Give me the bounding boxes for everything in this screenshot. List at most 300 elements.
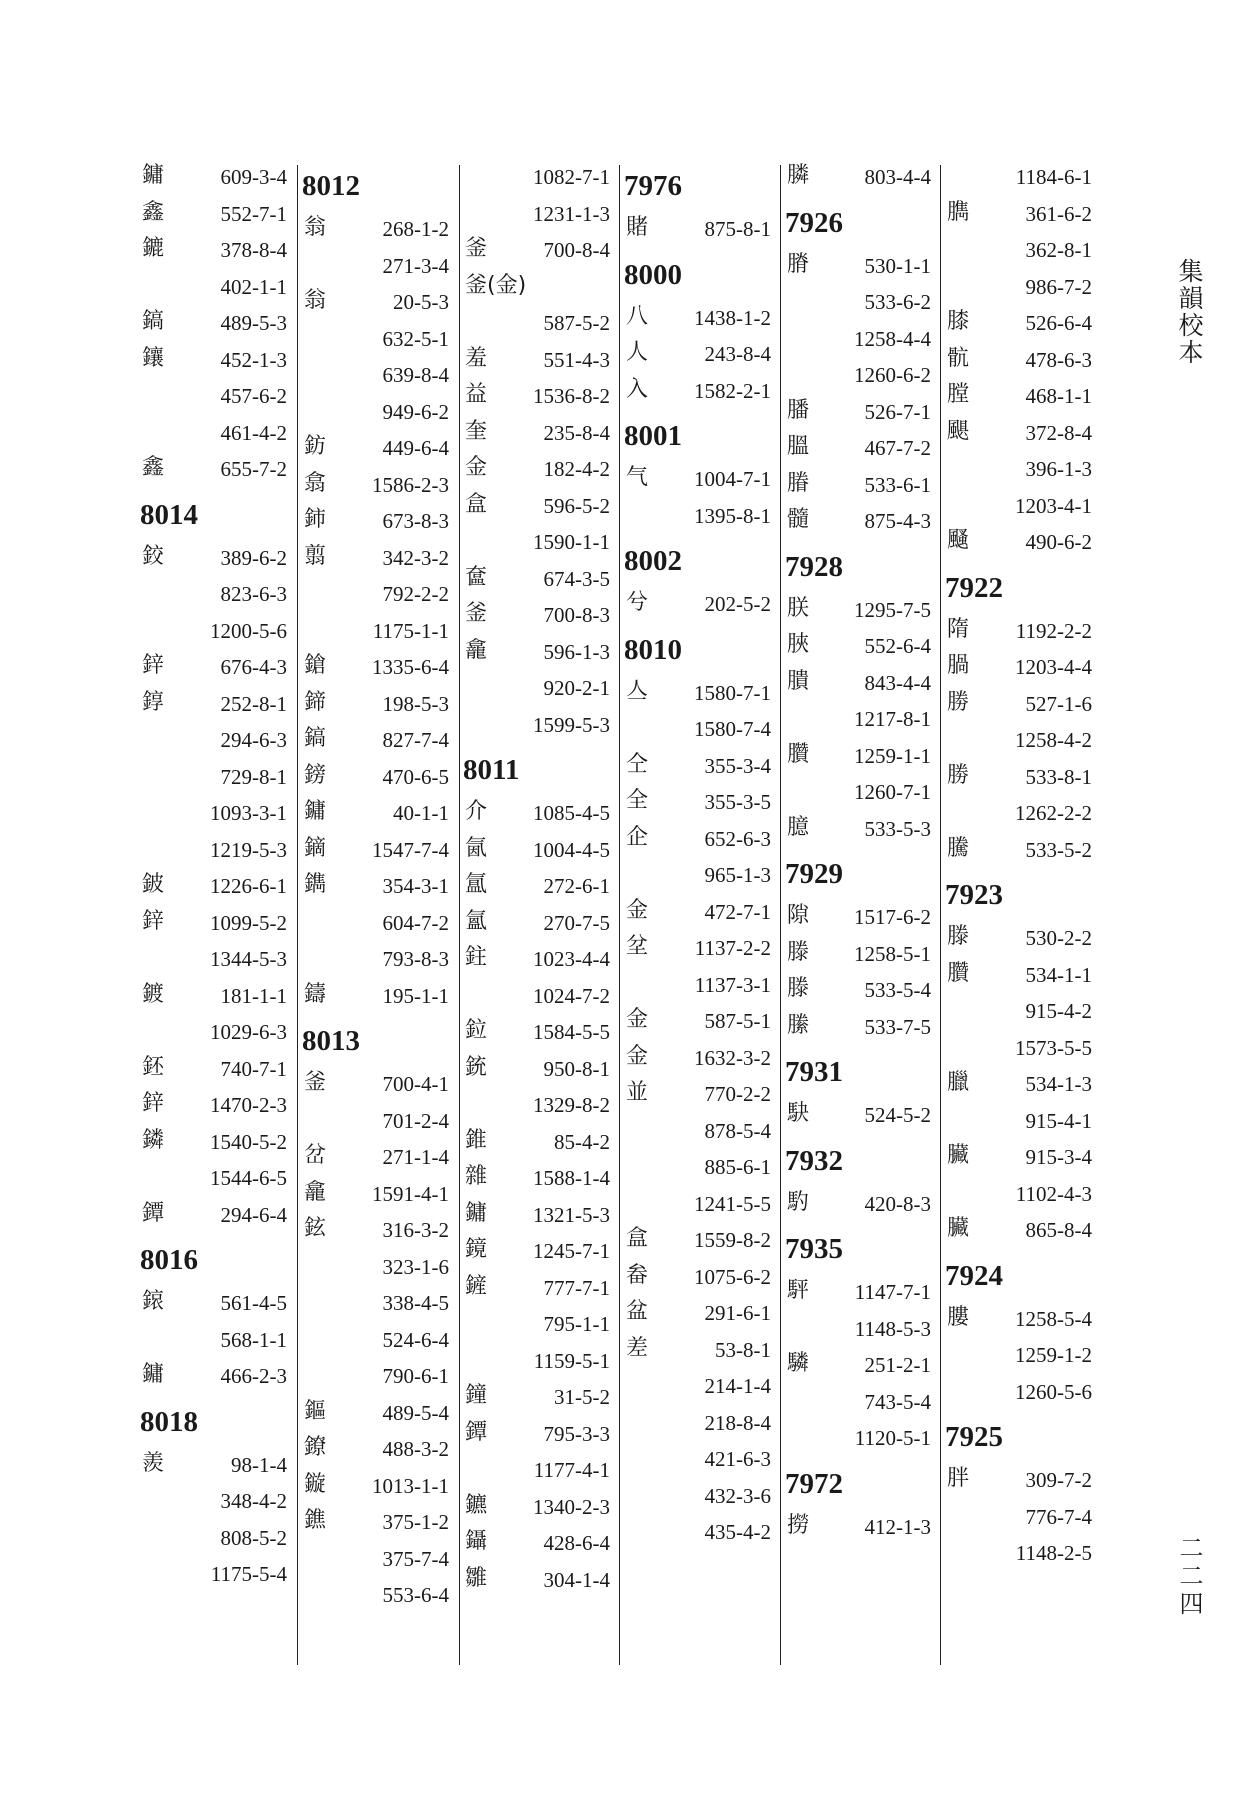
index-entry <box>302 869 449 906</box>
entry-character: 鐐 <box>304 1435 327 1460</box>
entry-character: 臘 <box>947 1070 970 1095</box>
entry-reference: 1590-1-1 <box>533 530 610 554</box>
entry-reference: 402-1-1 <box>220 274 287 299</box>
section-heading: 8014 <box>140 498 198 531</box>
entry-character: 滕 <box>787 976 810 1001</box>
index-column-6 <box>945 160 1092 1573</box>
entry-character: 駃 <box>787 1101 810 1126</box>
entry-character: 翁 <box>304 215 327 240</box>
entry-character: 鋅 <box>142 653 165 678</box>
entry-reference: 1632-3-2 <box>694 1045 771 1070</box>
entry-character: 鏞 <box>142 163 165 188</box>
entry-character: 岔 <box>304 1143 327 1168</box>
entry-reference: 375-1-2 <box>382 1510 449 1534</box>
entry-reference: 294-6-3 <box>220 728 287 752</box>
entry-reference: 20-5-3 <box>393 290 449 314</box>
index-entry <box>624 1406 771 1443</box>
index-entry <box>624 1223 771 1260</box>
index-entry <box>302 1542 449 1579</box>
index-entry <box>945 416 1092 453</box>
entry-character: 鈹 <box>142 872 165 897</box>
entry-character: 翦 <box>304 543 327 569</box>
entry-character: 金 <box>626 1043 649 1069</box>
entry-reference: 396-1-3 <box>1025 457 1092 481</box>
entry-reference: 342-3-2 <box>382 545 449 570</box>
entry-reference: 461-4-2 <box>220 420 287 445</box>
index-entry <box>945 379 1092 416</box>
entry-reference: 533-5-4 <box>864 978 931 1002</box>
entry-character: 膛 <box>947 382 970 407</box>
index-entry <box>463 1417 610 1454</box>
entry-character: 颾 <box>947 528 970 553</box>
entry-character: 膝 <box>947 309 970 334</box>
index-entry <box>140 833 287 870</box>
entry-reference: 435-4-2 <box>704 1520 771 1544</box>
entry-reference: 1137-2-2 <box>694 936 771 960</box>
entry-reference: 1148-5-3 <box>854 1316 931 1341</box>
section-heading: 7923 <box>945 879 1003 911</box>
entry-character: 仝 <box>626 751 649 777</box>
entry-reference: 1591-4-1 <box>372 1181 449 1206</box>
section-heading: 7976 <box>624 170 682 202</box>
index-entry <box>785 322 931 359</box>
entry-character: 錞 <box>142 689 165 715</box>
index-entry <box>785 900 931 937</box>
entry-character: 臆 <box>787 814 810 840</box>
index-entry <box>140 1161 287 1198</box>
entry-reference: 1120-5-1 <box>854 1426 931 1450</box>
index-entry <box>302 322 449 359</box>
entry-character: 鎬 <box>142 309 165 334</box>
entry-reference: 552-6-4 <box>864 634 931 658</box>
entry-character: 氳 <box>465 908 488 934</box>
entry-reference: 1245-7-1 <box>533 1239 610 1263</box>
index-entry <box>302 541 449 578</box>
entry-character: 鈰 <box>304 507 327 532</box>
entry-reference: 561-4-5 <box>220 1291 287 1315</box>
entry-reference: 1258-5-4 <box>1015 1306 1092 1331</box>
entry-character: 並 <box>626 1080 649 1105</box>
entry-reference: 389-6-2 <box>220 545 287 570</box>
entry-character: 金 <box>626 1007 649 1032</box>
index-entry <box>945 197 1092 234</box>
index-entry <box>624 749 771 786</box>
entry-reference: 875-4-3 <box>864 509 931 533</box>
entry-character: 馰 <box>787 1189 810 1215</box>
entry-character: 羨 <box>142 1450 165 1476</box>
index-entry <box>945 796 1092 833</box>
entry-reference: 875-8-1 <box>704 217 771 241</box>
entry-character: 髓 <box>787 507 810 532</box>
index-entry <box>463 233 610 270</box>
entry-reference: 198-5-3 <box>382 691 449 716</box>
index-entry <box>463 160 610 197</box>
entry-reference: 777-7-1 <box>543 1275 610 1300</box>
entry-reference: 304-1-4 <box>543 1567 610 1592</box>
entry-reference: 421-6-3 <box>704 1447 771 1471</box>
section-heading: 7929 <box>785 858 843 890</box>
section-heading: 8016 <box>140 1244 198 1276</box>
index-entry <box>140 1015 287 1052</box>
entry-reference: 609-3-4 <box>220 165 287 189</box>
entry-reference: 949-6-2 <box>382 399 449 424</box>
entry-reference: 1588-1-4 <box>533 1166 610 1190</box>
index-entry <box>140 1484 287 1521</box>
column-divider <box>459 165 460 1665</box>
index-entry <box>945 1500 1092 1537</box>
entry-character: 臟 <box>947 1216 970 1241</box>
index-entry <box>945 723 1092 760</box>
index-entry <box>302 833 449 870</box>
entry-reference: 432-3-6 <box>704 1483 771 1508</box>
index-entry <box>785 431 931 468</box>
index-entry <box>302 1432 449 1469</box>
entry-reference: 568-1-1 <box>220 1327 287 1352</box>
index-entry <box>302 650 449 687</box>
entry-character: 驎 <box>787 1351 810 1376</box>
index-entry <box>463 796 610 833</box>
index-entry <box>140 577 287 614</box>
entry-reference: 1203-4-1 <box>1015 493 1092 518</box>
entry-character: 釜(金) <box>465 272 527 298</box>
index-entry <box>945 994 1092 1031</box>
entry-character: 臢 <box>947 960 970 986</box>
index-entry <box>463 1125 610 1162</box>
index-entry <box>302 906 449 943</box>
index-entry <box>624 968 771 1005</box>
entry-reference: 808-5-2 <box>220 1525 287 1550</box>
index-entry <box>945 306 1092 343</box>
index-entry <box>624 1333 771 1370</box>
entry-character: 鏡 <box>465 1237 488 1262</box>
entry-character: 差 <box>626 1335 649 1361</box>
entry-reference: 98-1-4 <box>231 1452 287 1477</box>
index-entry <box>140 650 287 687</box>
entry-reference: 1438-1-2 <box>694 305 771 330</box>
entry-reference: 1258-5-1 <box>854 941 931 966</box>
entry-reference: 1260-5-6 <box>1015 1379 1092 1404</box>
entry-character: 鍍 <box>142 981 165 1007</box>
index-entry <box>624 1187 771 1224</box>
index-entry <box>140 796 287 833</box>
entry-reference: 1099-5-2 <box>210 910 287 935</box>
entry-reference: 1175-5-4 <box>210 1562 287 1586</box>
entry-reference: 533-6-1 <box>864 472 931 497</box>
entry-reference: 31-5-2 <box>554 1385 610 1409</box>
entry-character: 膃 <box>787 434 810 459</box>
entry-reference: 1260-7-1 <box>854 780 931 804</box>
index-entry <box>624 1369 771 1406</box>
entry-reference: 181-1-1 <box>220 983 287 1008</box>
index-entry <box>302 1104 449 1141</box>
index-entry <box>302 577 449 614</box>
entry-reference: 235-8-4 <box>543 420 610 445</box>
entry-character: 全 <box>626 788 649 813</box>
section-heading: 8010 <box>624 633 682 666</box>
index-entry <box>785 666 931 703</box>
entry-reference: 915-3-4 <box>1025 1145 1092 1169</box>
entry-character: 羞 <box>465 345 488 371</box>
entry-reference: 700-8-4 <box>543 238 610 262</box>
entry-character: 鏞 <box>304 799 327 824</box>
entry-character: 膰 <box>787 397 810 423</box>
index-entry <box>624 1479 771 1516</box>
index-entry <box>785 812 931 849</box>
index-entry <box>785 702 931 739</box>
entry-reference: 361-6-2 <box>1025 201 1092 226</box>
index-entry <box>302 1505 449 1542</box>
entry-reference: 770-2-2 <box>704 1082 771 1106</box>
entry-character: 鏻 <box>142 1127 165 1153</box>
entry-reference: 652-6-3 <box>704 826 771 851</box>
index-entry <box>302 1359 449 1396</box>
entry-character: 賭 <box>626 215 649 240</box>
index-entry <box>945 650 1092 687</box>
index-entry <box>785 1187 931 1224</box>
section-heading: 7924 <box>945 1259 1003 1292</box>
index-entry <box>140 1448 287 1485</box>
index-entry <box>624 1114 771 1151</box>
entry-reference: 533-8-1 <box>1025 764 1092 789</box>
section-heading: 8002 <box>624 545 682 577</box>
index-entry <box>140 306 287 343</box>
index-entry <box>140 1323 287 1360</box>
index-entry <box>463 270 610 307</box>
index-entry <box>463 1088 610 1125</box>
entry-reference: 1226-6-1 <box>210 874 287 898</box>
entry-character: 介 <box>465 799 488 824</box>
entry-reference: 375-7-4 <box>382 1546 449 1571</box>
entry-character: 腡 <box>947 653 970 678</box>
entry-character: 鈁 <box>304 434 327 459</box>
entry-reference: 915-4-2 <box>1025 999 1092 1023</box>
column-divider <box>940 165 941 1665</box>
entry-character: 鏞 <box>465 1200 488 1226</box>
index-entry <box>302 942 449 979</box>
index-entry <box>785 468 931 505</box>
entry-reference: 533-5-2 <box>1025 837 1092 862</box>
index-entry <box>624 1260 771 1297</box>
entry-reference: 1395-8-1 <box>694 503 771 528</box>
entry-character: 雛 <box>465 1565 488 1591</box>
entry-reference: 1184-6-1 <box>1015 165 1092 189</box>
entry-reference: 534-1-1 <box>1025 962 1092 987</box>
entry-character: 撈 <box>787 1512 810 1538</box>
entry-reference: 316-3-2 <box>382 1218 449 1242</box>
entry-reference: 632-5-1 <box>382 326 449 351</box>
entry-reference: 1599-5-3 <box>533 712 610 737</box>
entry-character: 銃 <box>465 1054 488 1080</box>
entry-reference: 700-8-3 <box>543 603 610 627</box>
entry-reference: 1192-2-2 <box>1015 618 1092 643</box>
index-entry <box>302 1578 449 1615</box>
index-entry <box>785 1348 931 1385</box>
entry-reference: 526-6-4 <box>1025 311 1092 335</box>
entry-reference: 920-2-1 <box>543 676 610 700</box>
index-column-2 <box>302 160 449 1615</box>
index-entry <box>302 723 449 760</box>
entry-character: 騰 <box>947 835 970 861</box>
entry-character: 鏑 <box>304 835 327 861</box>
entry-reference: 472-7-1 <box>704 899 771 924</box>
entry-reference: 1177-4-1 <box>533 1458 610 1482</box>
entry-reference: 885-6-1 <box>704 1155 771 1179</box>
index-entry <box>140 1557 287 1594</box>
entry-reference: 466-2-3 <box>220 1364 287 1388</box>
entry-character: 入 <box>626 376 649 402</box>
index-entry <box>945 1302 1092 1339</box>
entry-character: 鐔 <box>142 1200 165 1226</box>
index-entry <box>785 973 931 1010</box>
entry-character: 鉒 <box>465 945 488 970</box>
entry-character: 鎗 <box>304 653 327 678</box>
entry-reference: 1258-4-4 <box>854 326 931 351</box>
entry-reference: 1470-2-3 <box>210 1093 287 1117</box>
index-entry <box>945 760 1092 797</box>
entry-reference: 843-4-4 <box>864 670 931 695</box>
index-entry <box>624 462 771 499</box>
column-divider <box>619 165 620 1665</box>
entry-reference: 355-3-4 <box>704 753 771 778</box>
entry-reference: 1004-7-1 <box>694 467 771 491</box>
entry-character: 釜 <box>465 601 488 626</box>
index-entry <box>140 687 287 724</box>
entry-character: 鏕 <box>142 236 165 261</box>
entry-reference: 467-7-2 <box>864 436 931 460</box>
entry-reference: 792-2-2 <box>382 582 449 606</box>
index-entry <box>945 1213 1092 1250</box>
index-entry <box>785 1510 931 1547</box>
entry-reference: 700-4-1 <box>382 1072 449 1096</box>
entry-character: 隙 <box>787 903 810 928</box>
entry-character: 鑲 <box>142 345 165 371</box>
entry-reference: 470-6-5 <box>382 764 449 789</box>
index-entry <box>945 833 1092 870</box>
section-heading: 7926 <box>785 206 843 239</box>
entry-reference: 372-8-4 <box>1025 420 1092 445</box>
entry-character: 奎 <box>465 418 488 444</box>
entry-character: 畚 <box>626 1262 649 1288</box>
entry-reference: 776-7-4 <box>1025 1504 1092 1529</box>
entry-reference: 527-1-6 <box>1025 691 1092 716</box>
entry-reference: 1102-4-3 <box>1015 1181 1092 1206</box>
entry-character: 盒 <box>626 1226 649 1251</box>
entry-reference: 1340-2-3 <box>533 1494 610 1519</box>
index-entry <box>140 979 287 1016</box>
entry-reference: 1013-1-1 <box>372 1473 449 1498</box>
entry-character: 翁 <box>304 288 327 313</box>
index-entry <box>140 723 287 760</box>
index-entry <box>624 1004 771 1041</box>
entry-reference: 1582-2-1 <box>694 378 771 403</box>
entry-reference: 1231-1-3 <box>533 201 610 226</box>
entry-reference: 986-7-2 <box>1025 274 1092 299</box>
section-heading: 8012 <box>302 170 360 202</box>
index-entry <box>785 1275 931 1312</box>
index-entry <box>945 921 1092 958</box>
index-entry <box>463 197 610 234</box>
entry-character: 鑷 <box>465 1529 488 1554</box>
page-number: 二二四 <box>1175 1535 1203 1619</box>
entry-reference: 1085-4-5 <box>533 801 610 825</box>
index-entry <box>463 306 610 343</box>
index-entry <box>140 416 287 453</box>
entry-character: 鑫 <box>142 199 165 225</box>
index-entry <box>302 1177 449 1214</box>
entry-character: 氤 <box>465 835 488 861</box>
index-entry <box>463 1015 610 1052</box>
entry-reference: 1344-5-3 <box>210 947 287 971</box>
entry-character: 鐔 <box>465 1419 488 1445</box>
index-entry <box>463 1271 610 1308</box>
index-entry <box>302 285 449 322</box>
entry-character: 鉉 <box>304 1216 327 1241</box>
index-entry <box>624 822 771 859</box>
entry-reference: 790-6-1 <box>382 1364 449 1388</box>
entry-reference: 865-8-4 <box>1025 1218 1092 1242</box>
index-entry <box>945 160 1092 197</box>
entry-reference: 1559-8-2 <box>694 1228 771 1252</box>
entry-reference: 338-4-5 <box>382 1291 449 1315</box>
entry-reference: 1259-1-1 <box>854 743 931 768</box>
index-entry <box>624 1296 771 1333</box>
index-entry <box>140 942 287 979</box>
entry-character: 鑫 <box>142 455 165 480</box>
index-entry <box>302 212 449 249</box>
entry-character: 駍 <box>787 1278 810 1303</box>
index-entry <box>140 760 287 797</box>
entry-character: 鐘 <box>465 1383 488 1408</box>
entry-reference: 587-5-1 <box>704 1009 771 1033</box>
section-heading: 7922 <box>945 571 1003 604</box>
index-entry <box>945 270 1092 307</box>
entry-reference: 378-8-4 <box>220 238 287 262</box>
index-entry <box>624 858 771 895</box>
entry-character: 盒 <box>465 491 488 517</box>
section-heading: 8001 <box>624 420 682 452</box>
index-entry <box>463 598 610 635</box>
index-entry <box>624 785 771 822</box>
entry-reference: 552-7-1 <box>220 201 287 226</box>
entry-reference: 1573-5-5 <box>1015 1035 1092 1060</box>
index-entry <box>140 233 287 270</box>
entry-reference: 489-5-4 <box>382 1400 449 1425</box>
entry-character: 翕 <box>304 470 327 496</box>
section-heading: 8000 <box>624 258 682 291</box>
index-entry <box>945 687 1092 724</box>
index-entry <box>945 1177 1092 1214</box>
entry-character: 鎊 <box>304 762 327 788</box>
entry-character: 臢 <box>787 741 810 767</box>
index-entry <box>140 1125 287 1162</box>
index-entry <box>463 635 610 672</box>
index-entry <box>624 301 771 338</box>
index-entry <box>463 1563 610 1600</box>
entry-reference: 639-8-4 <box>382 363 449 387</box>
index-entry <box>140 1088 287 1125</box>
index-entry <box>463 1490 610 1527</box>
entry-reference: 1260-6-2 <box>854 363 931 387</box>
entry-reference: 214-1-4 <box>704 1374 771 1398</box>
entry-character: 雜 <box>465 1164 488 1189</box>
index-entry <box>140 160 287 197</box>
entry-reference: 488-3-2 <box>382 1437 449 1461</box>
index-entry <box>785 160 931 197</box>
entry-character: 气 <box>626 465 649 490</box>
entry-reference: 1544-6-5 <box>210 1166 287 1190</box>
index-entry <box>302 249 449 286</box>
entry-reference: 1137-3-1 <box>694 972 771 997</box>
